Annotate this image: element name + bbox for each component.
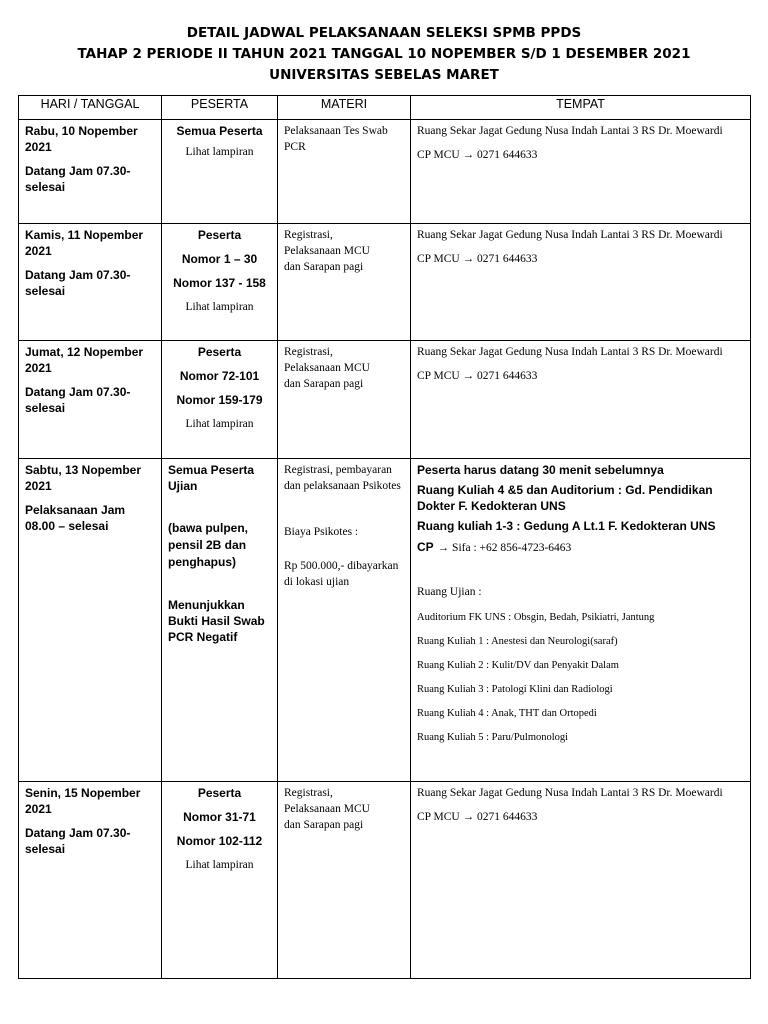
cell-tempat [411,120,751,224]
tempat-note: Peserta harus datang 30 menit sebelumnya [417,463,664,477]
row-time: Datang Jam 07.30-selesai [25,826,131,856]
table-row [19,224,751,341]
peserta-range: Nomor 137 - 158 [173,276,266,290]
tempat-cp: CP MCU → 0271 644633 [417,370,538,382]
row-time: Datang Jam 07.30-selesai [25,164,131,194]
tempat-location: Ruang Sekar Jagat Gedung Nusa Indah Lantai 3 RS Dr. Moewardi [417,229,723,241]
table-row [19,459,751,782]
ruang-ujian-list [417,606,744,750]
peserta-line: Semua Peserta [176,124,263,138]
cell-materi [278,224,411,341]
tempat-location: Ruang Sekar Jagat Gedung Nusa Indah Lantai 3 RS Dr. Moewardi [417,787,723,799]
materi-line: dan Sarapan pagi [284,261,364,273]
cell-hari [19,782,162,979]
peserta-range: Nomor 1 – 30 [181,252,258,266]
cell-materi [278,782,411,979]
cell-tempat [411,459,751,782]
cell-peserta [162,341,278,459]
row-day: Sabtu, 13 Nopember 2021 [25,463,142,493]
tempat-location: Ruang Sekar Jagat Gedung Nusa Indah Lantai 3 RS Dr. Moewardi [417,346,723,358]
row-time: Datang Jam 07.30-selesai [25,268,131,298]
tempat-room: Ruang Kuliah 4 &5 dan Auditorium : Gd. Pendidikan Dokter F. Kedokteran UNS [417,483,713,513]
cell-peserta [162,224,278,341]
document-title [0,23,768,86]
cell-peserta [162,782,278,979]
materi-line: dan Sarapan pagi [284,819,364,831]
cell-peserta [162,120,278,224]
materi-line: Pelaksanaan Tes Swab PCR [284,125,388,153]
table-row [19,120,751,224]
tempat-cp: CP MCU → 0271 644633 [417,253,538,265]
peserta-range: Nomor 102-112 [176,834,263,848]
cell-hari [19,224,162,341]
cell-hari [19,120,162,224]
title-line-1: DETAIL JADWAL PELAKSANAAN SELEKSI SPMB PPDS [186,25,582,41]
materi-line: Registrasi, [284,229,333,241]
cell-peserta [162,459,278,782]
peserta-range: Nomor 72-101 [179,369,260,383]
materi-line: Registrasi, [284,787,333,799]
title-line-3: UNIVERSITAS SEBELAS MARET [269,67,499,83]
list-item: Ruang Kuliah 4 : Anak, THT dan Ortopedi [417,708,597,719]
table-row [19,782,751,979]
row-day: Senin, 15 Nopember 2021 [25,786,141,816]
lampiran-link[interactable]: Lihat lampiran [185,859,254,871]
title-line-2: TAHAP 2 PERIODE II TAHUN 2021 TANGGAL 10 NOPEMBER S/D 1 DESEMBER 2021 [77,46,691,62]
cell-materi [278,120,411,224]
lampiran-link[interactable]: Lihat lampiran [185,146,254,158]
cell-hari [19,341,162,459]
ruang-ujian-label: Ruang Ujian : [417,586,482,598]
peserta-requirement: Menunjukkan Bukti Hasil Swab PCR Negatif [168,598,265,644]
peserta-line: Peserta [197,228,242,242]
column-header-materi: MATERI [278,96,411,120]
peserta-line: Peserta [197,786,242,800]
cell-materi [278,459,411,782]
cp-label: CP [417,540,434,554]
materi-fee-value: Rp 500.000,- dibayarkan di lokasi ujian [284,560,399,588]
tempat-cp: CP MCU → 0271 644633 [417,149,538,161]
materi-line: Registrasi, pembayaran dan pelaksanaan Psikotes [284,464,401,492]
peserta-range: Nomor 31-71 [183,810,256,824]
row-day: Jumat, 12 Nopember 2021 [25,345,144,375]
row-day: Rabu, 10 Nopember 2021 [25,124,138,154]
cell-tempat [411,341,751,459]
row-time: Datang Jam 07.30-selesai [25,385,131,415]
cell-materi [278,341,411,459]
row-day: Kamis, 11 Nopember 2021 [25,228,144,258]
list-item: Ruang Kuliah 1 : Anestesi dan Neurologi(saraf) [417,636,618,647]
peserta-range: Nomor 159-179 [176,393,263,407]
list-item: Ruang Kuliah 3 : Patologi Klini dan Radiologi [417,684,613,695]
table-row [19,341,751,459]
materi-line: Pelaksanaan MCU [284,245,370,257]
peserta-line: Peserta [197,345,242,359]
column-header-peserta: PESERTA [162,96,278,120]
row-time: Pelaksanaan Jam 08.00 – selesai [25,503,126,533]
tempat-room: Ruang kuliah 1-3 : Gedung A Lt.1 F. Kedokteran UNS [417,519,716,533]
cell-tempat [411,782,751,979]
list-item: Ruang Kuliah 2 : Kulit/DV dan Penyakit Dalam [417,660,619,671]
schedule-table [18,95,751,979]
tempat-cp: CP MCU → 0271 644633 [417,811,538,823]
materi-fee-label: Biaya Psikotes : [284,526,359,538]
column-header-tempat: TEMPAT [411,96,751,120]
materi-line: dan Sarapan pagi [284,378,364,390]
list-item: Auditorium FK UNS : Obsgin, Bedah, Psikiatri, Jantung [417,612,655,623]
cell-hari [19,459,162,782]
materi-line: Pelaksanaan MCU [284,362,370,374]
cp-value: → Sifa : +62 856-4723-6463 [437,542,572,554]
lampiran-link[interactable]: Lihat lampiran [185,418,254,430]
table-header-row [19,96,751,120]
column-header-hari: HARI / TANGGAL [19,96,162,120]
list-item: Ruang Kuliah 5 : Paru/Pulmonologi [417,732,569,743]
peserta-line: Semua Peserta Ujian [168,463,255,493]
cell-tempat [411,224,751,341]
tempat-cp [417,538,744,556]
materi-line: Pelaksanaan MCU [284,803,370,815]
lampiran-link[interactable]: Lihat lampiran [185,301,254,313]
peserta-note: (bawa pulpen, pensil 2B dan penghapus) [168,521,249,569]
materi-line: Registrasi, [284,346,333,358]
tempat-location: Ruang Sekar Jagat Gedung Nusa Indah Lantai 3 RS Dr. Moewardi [417,125,723,137]
